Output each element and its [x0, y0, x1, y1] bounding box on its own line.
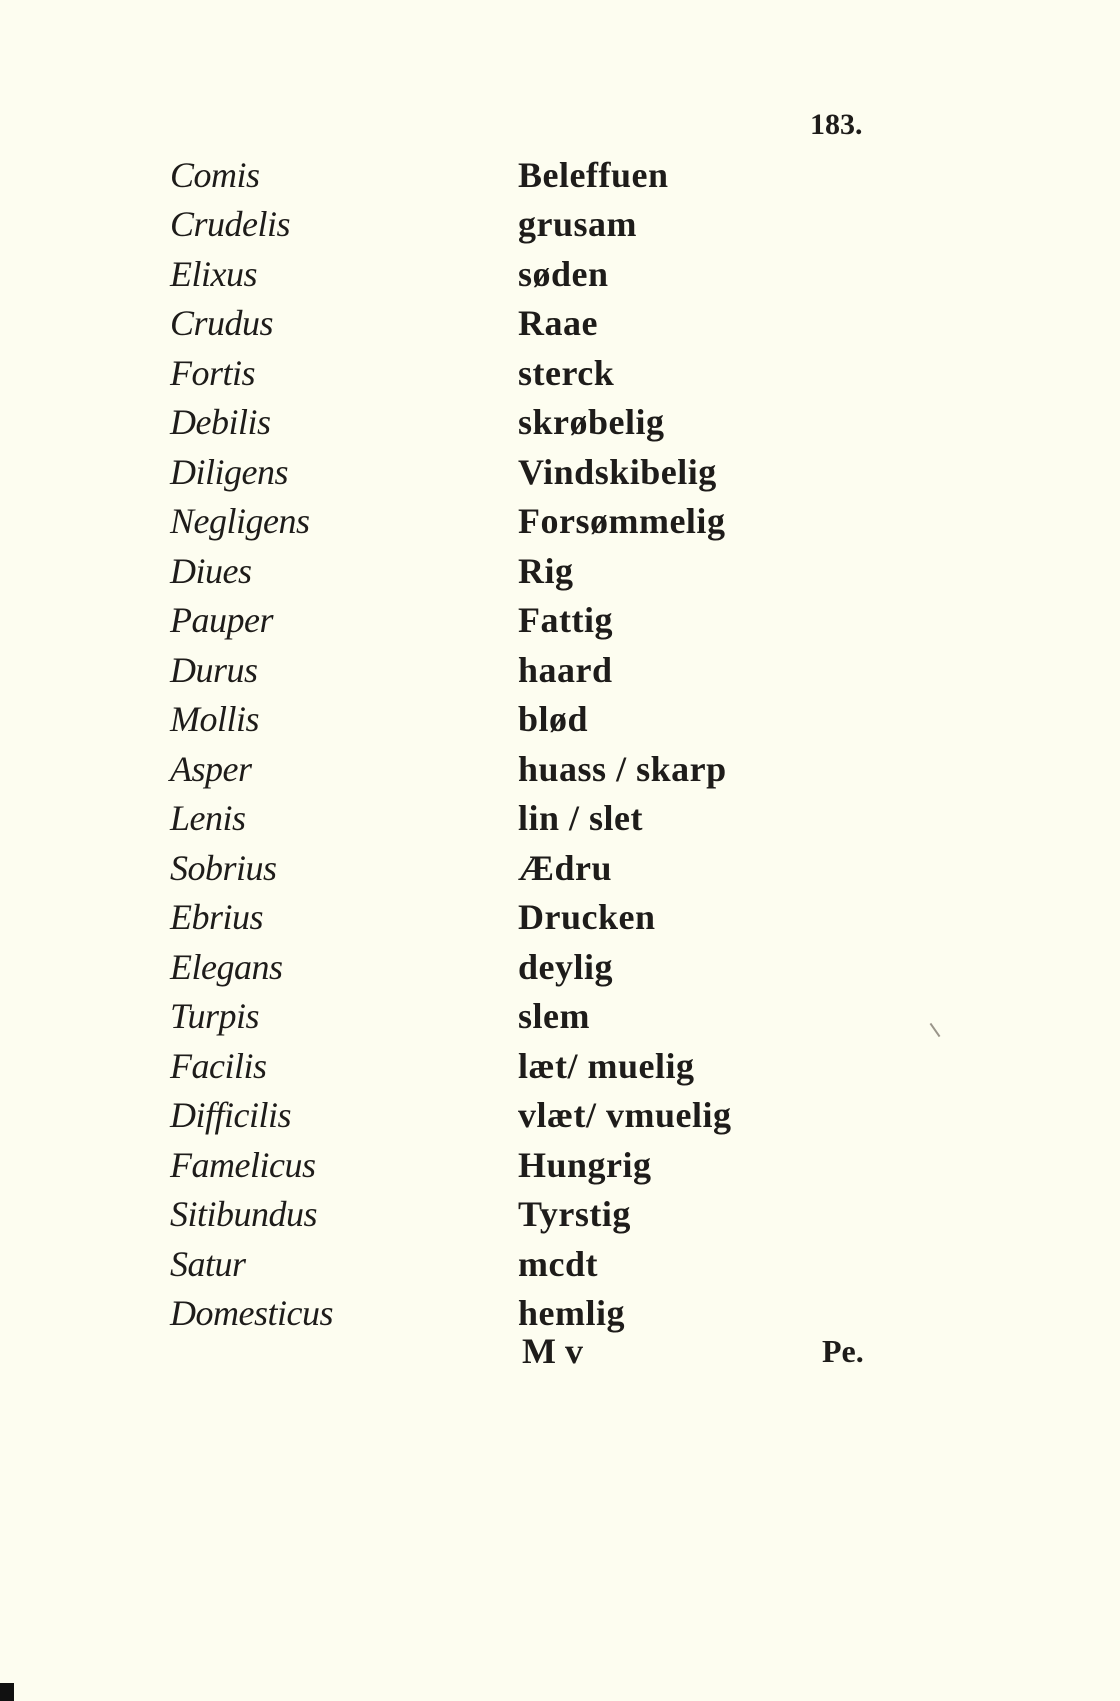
latin-term: Famelicus [170, 1144, 316, 1185]
danish-term: vlæt/ vmuelig [518, 1095, 732, 1136]
glossary-row [170, 200, 870, 250]
danish-term: Raae [518, 303, 598, 344]
danish-term: huass / skarp [518, 748, 727, 789]
latin-term: Ebrius [170, 897, 264, 938]
danish-term: slem [518, 996, 590, 1037]
glossary-row [170, 695, 870, 745]
glossary-row [170, 447, 870, 497]
danish-term: Tyrstig [518, 1194, 631, 1235]
glossary-row [170, 744, 870, 794]
glossary-list [170, 150, 870, 1338]
latin-term: Pauper [170, 600, 273, 641]
latin-term: Sobrius [170, 847, 277, 888]
danish-term: Drucken [518, 897, 656, 938]
danish-term: Forsømmelig [518, 501, 726, 542]
catchword: Pe. [822, 1333, 864, 1369]
glossary-row [170, 150, 870, 200]
latin-term: Facilis [170, 1045, 267, 1086]
glossary-row [170, 299, 870, 349]
glossary-row [170, 1190, 870, 1240]
latin-term: Asper [170, 748, 252, 789]
latin-term: Fortis [170, 352, 256, 393]
danish-term: læt/ muelig [518, 1045, 695, 1086]
latin-term: Durus [170, 649, 258, 690]
glossary-row [170, 249, 870, 299]
latin-term: Elixus [170, 253, 257, 294]
danish-term: hemlig [518, 1293, 625, 1334]
latin-term: Comis [170, 154, 260, 195]
latin-term: Mollis [170, 699, 260, 740]
danish-term: Rig [518, 550, 574, 591]
scan-edge-mark [0, 1683, 14, 1701]
danish-term: Fattig [518, 600, 613, 641]
glossary-row [170, 546, 870, 596]
danish-term: grusam [518, 204, 637, 245]
danish-term: Vindskibelig [518, 451, 717, 492]
latin-term: Satur [170, 1243, 246, 1284]
latin-term: Negligens [170, 501, 310, 542]
danish-term: Hungrig [518, 1144, 652, 1185]
danish-term: lin / slet [518, 798, 644, 839]
danish-term: søden [518, 253, 609, 294]
glossary-row [170, 942, 870, 992]
latin-term: Sitibundus [170, 1194, 318, 1235]
danish-term: haard [518, 649, 613, 690]
danish-term: Beleffuen [518, 154, 669, 195]
glossary-row [170, 794, 870, 844]
glossary-row [170, 1289, 870, 1339]
latin-term: Turpis [170, 996, 260, 1037]
paper-speck [930, 1023, 941, 1037]
glossary-row [170, 1091, 870, 1141]
latin-term: Domesticus [170, 1293, 333, 1334]
glossary-row [170, 348, 870, 398]
latin-term: Diues [170, 550, 252, 591]
glossary-row [170, 992, 870, 1042]
danish-term: Ædru [518, 847, 613, 888]
latin-term: Lenis [170, 798, 246, 839]
danish-term: skrøbelig [518, 402, 665, 443]
glossary-row [170, 596, 870, 646]
glossary-row [170, 497, 870, 547]
signature-mark: M v [522, 1331, 583, 1371]
danish-term: sterck [518, 352, 615, 393]
latin-term: Debilis [170, 402, 271, 443]
glossary-row [170, 398, 870, 448]
glossary-row [170, 893, 870, 943]
latin-term: Crudelis [170, 204, 291, 245]
danish-term: mcdt [518, 1243, 598, 1284]
danish-term: blød [518, 699, 589, 740]
latin-term: Elegans [170, 946, 283, 987]
latin-term: Crudus [170, 303, 274, 344]
latin-term: Difficilis [170, 1095, 291, 1136]
latin-term: Diligens [170, 451, 288, 492]
glossary-row [170, 1239, 870, 1289]
glossary-row [170, 1041, 870, 1091]
glossary-row [170, 843, 870, 893]
page-number: 183. [810, 108, 863, 141]
danish-term: deylig [518, 946, 614, 987]
glossary-row [170, 645, 870, 695]
glossary-row [170, 1140, 870, 1190]
